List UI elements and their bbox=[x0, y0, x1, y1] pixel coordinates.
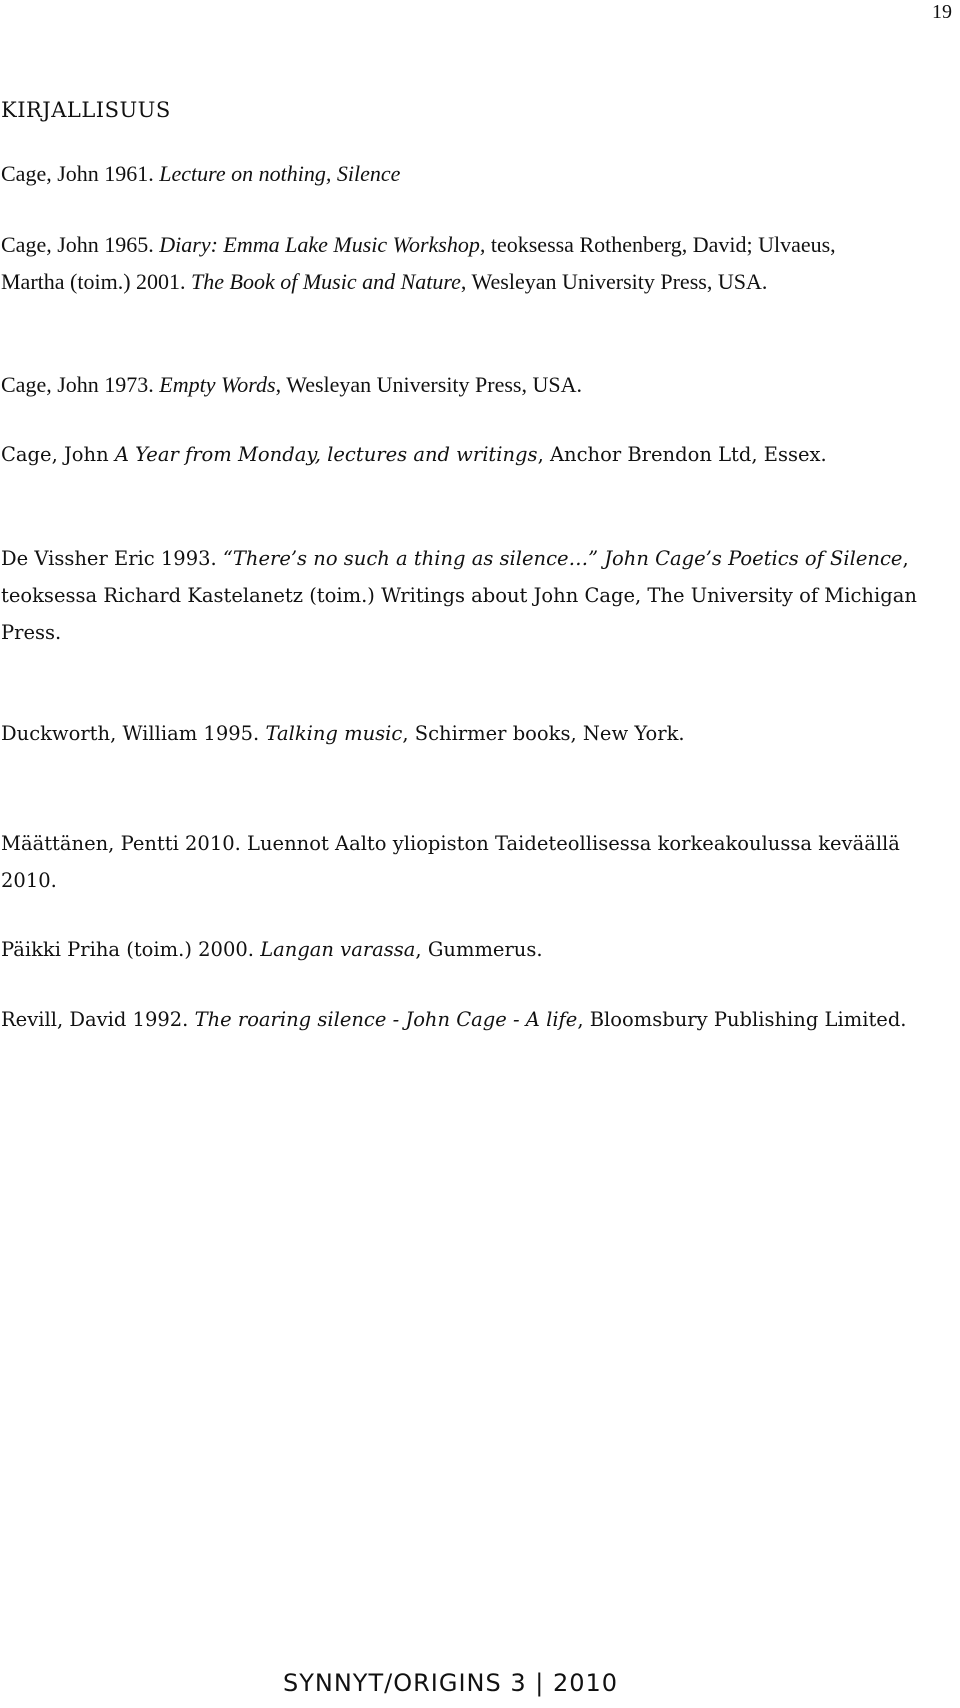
reference-paikki-2000 bbox=[1, 931, 941, 968]
reference-cage-monday bbox=[1, 436, 941, 473]
reference-details: teoksessa Rothenberg, David; Ulvaeus, Martha (toim.) 2001. bbox=[1, 232, 836, 294]
reference-author-year: Määttänen, Pentti 2010. Luennot Aalto yliopiston Taideteollisessa korkeakoulussa keväällä 2010. bbox=[1, 832, 900, 892]
footer-publication: SYNNYT/ORIGINS 3 | 2010 bbox=[283, 1669, 619, 1697]
reference-author-year: De Vissher Eric 1993. bbox=[1, 547, 223, 570]
reference-author-year: Cage, John bbox=[1, 443, 115, 466]
reference-cage-1961 bbox=[1, 155, 941, 192]
reference-details: , Gummerus. bbox=[415, 938, 543, 961]
reference-author-year: Cage, John 1965. bbox=[1, 232, 160, 257]
reference-maattanen-2010 bbox=[1, 825, 921, 899]
reference-book-title: The Book of Music and Nature bbox=[191, 269, 461, 294]
reference-cage-1973 bbox=[1, 366, 941, 403]
reference-title: Lecture on nothing, Silence bbox=[159, 161, 401, 186]
reference-author-year: Päikki Priha (toim.) 2000. bbox=[1, 938, 261, 961]
reference-publisher: , Wesleyan University Press, USA. bbox=[460, 269, 768, 294]
reference-author-year: Duckworth, William 1995. bbox=[1, 722, 266, 745]
reference-title: Langan varassa bbox=[260, 938, 416, 961]
reference-title: A Year from Monday, lectures and writings bbox=[114, 443, 538, 466]
reference-author-year: Cage, John 1961. bbox=[1, 161, 160, 186]
reference-title: “There’s no such a thing as silence…” John Cage’s Poetics of Silence bbox=[222, 547, 903, 570]
reference-de-vissher-1993 bbox=[1, 540, 931, 651]
reference-details: , Anchor Brendon Ltd, Essex. bbox=[537, 443, 827, 466]
reference-duckworth-1995 bbox=[1, 715, 941, 752]
reference-title: Talking music bbox=[265, 722, 403, 745]
reference-details: , Schirmer books, New York. bbox=[402, 722, 685, 745]
reference-revill-1992 bbox=[1, 1001, 931, 1038]
page-number: 19 bbox=[932, 1, 952, 23]
reference-title: Diary: Emma Lake Music Workshop, bbox=[159, 232, 486, 257]
reference-author-year: Revill, David 1992. bbox=[1, 1008, 195, 1031]
reference-details: , teoksessa Richard Kastelanetz (toim.) Writings about John Cage, The University of Michigan Press. bbox=[1, 547, 917, 644]
page-title: KIRJALLISUUS bbox=[1, 98, 171, 122]
reference-cage-1965 bbox=[1, 226, 901, 300]
reference-details: , Wesleyan University Press, USA. bbox=[275, 372, 583, 397]
reference-author-year: Cage, John 1973. bbox=[1, 372, 160, 397]
reference-title: Empty Words bbox=[159, 372, 276, 397]
reference-details: , Bloomsbury Publishing Limited. bbox=[577, 1008, 907, 1031]
reference-title: The roaring silence - John Cage - A life bbox=[194, 1008, 578, 1031]
